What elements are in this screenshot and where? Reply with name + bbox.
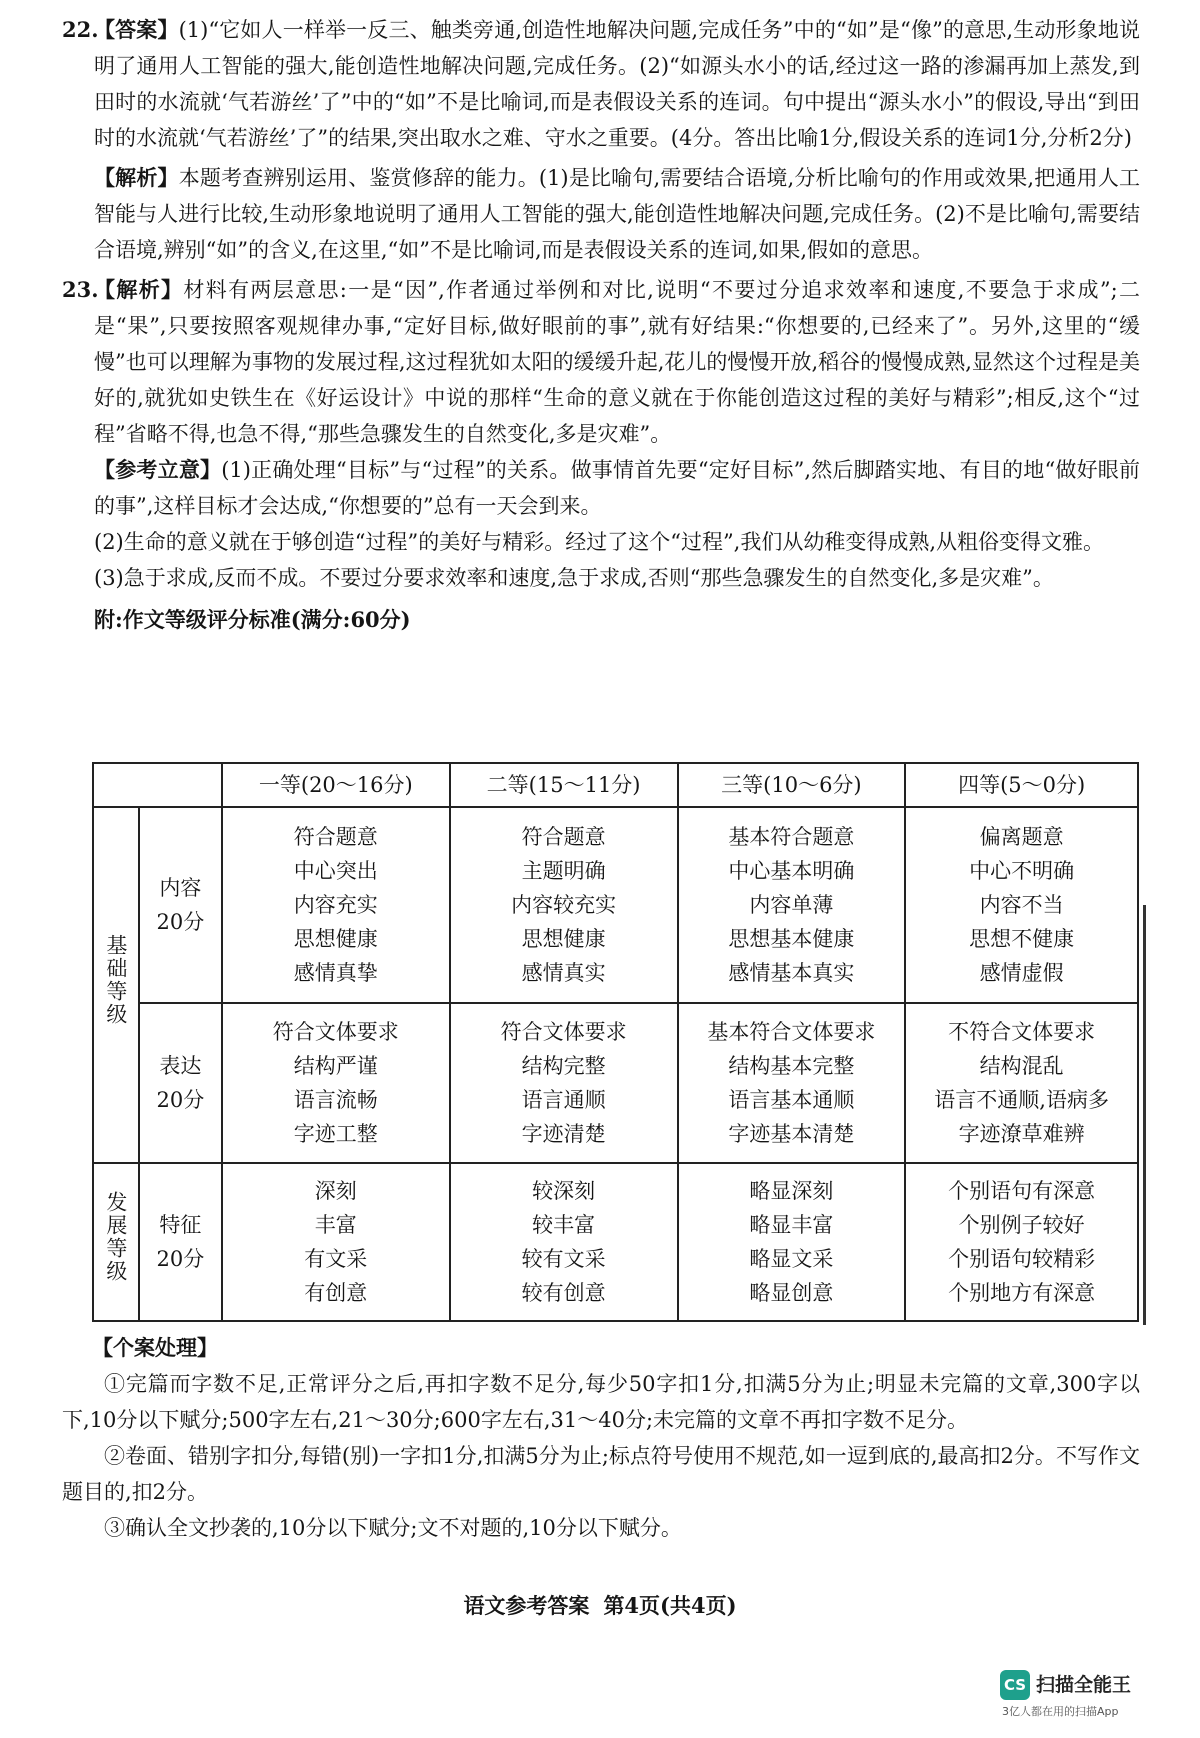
table-cell: [678, 807, 906, 1003]
header-grade-1: 一等(20～16分): [222, 763, 450, 807]
cell-line: 字迹潦草难辨: [958, 1122, 1085, 1146]
page-footer: [0, 1588, 1200, 1624]
cell-line: 主题明确: [521, 859, 606, 883]
cell-line: 特征: [159, 1213, 202, 1237]
cell-line: 不符合文体要求: [948, 1020, 1096, 1044]
table-row: [93, 1163, 1138, 1321]
cell-line: 语言基本通顺: [728, 1088, 855, 1112]
header-grade-2: 二等(15～11分): [450, 763, 678, 807]
table-cell: [905, 1163, 1138, 1321]
cell-line: 较深刻: [532, 1179, 596, 1203]
cell-line: 感情真挚: [293, 961, 378, 985]
table-cell: [678, 1163, 906, 1321]
cell-line: 符合文体要求: [272, 1020, 399, 1044]
cell-line: 20分: [156, 1247, 205, 1271]
cell-line: 内容充实: [293, 893, 378, 917]
cell-line: 偏离题意: [979, 825, 1064, 849]
cell-line: 深刻: [314, 1179, 357, 1203]
header-grade-3: 三等(10～6分): [678, 763, 906, 807]
row-label-feature: [139, 1163, 222, 1321]
q22-analysis: [94, 160, 1140, 268]
cell-line: 个别语句有深意: [948, 1179, 1096, 1203]
cell-line: 感情基本真实: [728, 961, 855, 985]
cell-line: 中心突出: [293, 859, 378, 883]
cell-line: 略显创意: [749, 1281, 834, 1305]
cell-line: 内容较充实: [511, 893, 617, 917]
group-label-basic: 基础等级: [93, 807, 139, 1163]
cell-line: 感情真实: [521, 961, 606, 985]
cell-line: 20分: [156, 1088, 205, 1112]
cell-line: 思想健康: [521, 927, 606, 951]
cell-line: 符合题意: [521, 825, 606, 849]
table-cell: [222, 1163, 450, 1321]
scanner-watermark: [1000, 1670, 1190, 1730]
cell-line: 语言通顺: [521, 1088, 606, 1112]
cell-line: 结构严谨: [293, 1054, 378, 1078]
analysis-text: 本题考查辨别运用、鉴赏修辞的能力。(1)是比喻句,需要结合语境,分析比喻句的作用或效果,把通用人工智能与人进行比较,生动形象地说明了通用人工智能的强大,能创造性地解决问题,完成任务。(2)不是比喻句,需要结合语境,辨别“如”的含义,在这里,“如”不是比喻词,而是表假设关系的连词,如果,假如的意思。: [94, 166, 1140, 262]
cell-line: 思想不健康: [969, 927, 1075, 951]
answer-text: (1)“它如人一样举一反三、触类旁通,创造性地解决问题,完成任务”中的“如”是“像”的意思,生动形象地说明了通用人工智能的强大,能创造性地解决问题,完成任务。(2)“如源头水小的话,经过这一路的渗漏再加上蒸发,到田时的水流就‘气若游丝’了”中的“如”不是比喻词,而是表假设关系的连词。句中提出“源头水小”的假设,导出“到田时的水流就‘气若游丝’了”的结果,突出取水之难、守水之重要。(4分。答出比喻1分,假设关系的连词1分,分析2分): [94, 18, 1141, 150]
header-empty-cell: [93, 763, 222, 807]
cell-line: 略显丰富: [749, 1213, 834, 1237]
case-1: ①完篇而字数不足,正常评分之后,再扣字数不足分,每少50字扣1分,扣满5分为止;明显未完篇的文章,300字以下,10分以下赋分;500字左右,21～30分;600字左右,31～40分;未完篇的文章不再扣字数不足分。: [62, 1372, 1140, 1432]
table-row: [93, 807, 1138, 1003]
analysis-text: 材料有两层意思:一是“因”,作者通过举例和对比,说明“不要过分追求效率和速度,不要急于求成”;二是“果”,只要按照客观规律办事,“定好目标,做好眼前的事”,就有好结果:“你想要的,已经来了”。另外,这里的“缓慢”也可以理解为事物的发展过程,这过程犹如太阳的缓缓升起,花儿的慢慢开放,稻谷的慢慢成熟,显然这个过程是美好的,就犹如史铁生在《好运设计》中说的那样“生命的意义就在于你能创造这过程的美好与精彩”;相反,这个“过程”省略不得,也急不得,“那些急骤发生的自然变化,多是灾难”。: [94, 278, 1141, 446]
case-3: ③确认全文抄袭的,10分以下赋分;文不对题的,10分以下赋分。: [104, 1516, 682, 1540]
ref-text-1: (1)正确处理“目标”与“过程”的关系。做事情首先要“定好目标”,然后脚踏实地、有目的地“做好眼前的事”,这样目标才会达成,“你想要的”总有一天会到来。: [94, 458, 1140, 518]
table-cell: [678, 1003, 906, 1163]
footer-subject: 语文参考答案: [463, 1593, 590, 1618]
answer-tag: 【答案】: [94, 17, 179, 42]
cell-line: 较有创意: [521, 1281, 606, 1305]
case-handling: [62, 1330, 1140, 1546]
table-cell: [905, 807, 1138, 1003]
cell-line: 字迹工整: [293, 1122, 378, 1146]
cell-line: 语言流畅: [293, 1088, 378, 1112]
q23-ref-3: (3)急于求成,反而不成。不要过分要求效率和速度,急于求成,否则“那些急骤发生的自然变化,多是灾难”。: [94, 566, 1054, 590]
table-cell: [905, 1003, 1138, 1163]
cell-line: 中心不明确: [969, 859, 1075, 883]
analysis-tag: 【解析】: [94, 277, 184, 302]
main-content: [62, 12, 1140, 638]
analysis-tag: 【解析】: [94, 165, 179, 190]
cell-line: 语言不通顺,语病多: [934, 1088, 1109, 1112]
cell-line: 符合文体要求: [500, 1020, 627, 1044]
footer-page-number: 第4页(共4页): [603, 1593, 737, 1618]
cell-line: 有创意: [304, 1281, 368, 1305]
cell-line: 略显深刻: [749, 1179, 834, 1203]
cell-line: 个别地方有深意: [948, 1281, 1096, 1305]
q23-analysis: [94, 272, 1140, 452]
case-handling-title: 【个案处理】: [92, 1335, 218, 1360]
table-cell: [450, 1163, 678, 1321]
cell-line: 中心基本明确: [728, 859, 855, 883]
cell-line: 思想基本健康: [728, 927, 855, 951]
cell-line: 表达: [159, 1054, 202, 1078]
cell-line: 内容单薄: [749, 893, 834, 917]
table-cell: [450, 807, 678, 1003]
cell-line: 结构完整: [521, 1054, 606, 1078]
cell-line: 结构基本完整: [728, 1054, 855, 1078]
question-number: 23.: [62, 277, 99, 302]
question-number: 22.: [62, 17, 99, 42]
question-22: [62, 12, 1140, 268]
cell-line: 内容不当: [979, 893, 1064, 917]
cell-line: 符合题意: [293, 825, 378, 849]
cell-line: 基本符合文体要求: [707, 1020, 876, 1044]
cell-line: 个别例子较好: [958, 1213, 1085, 1237]
header-grade-4: 四等(5～0分): [905, 763, 1138, 807]
appendix-title: 附:作文等级评分标准(满分:60分): [94, 607, 411, 632]
table-row: [93, 1003, 1138, 1163]
cell-line: 基本符合题意: [728, 825, 855, 849]
cell-line: 结构混乱: [979, 1054, 1064, 1078]
camscanner-logo-icon: CS: [1000, 1670, 1030, 1700]
cell-line: 略显文采: [749, 1247, 834, 1271]
question-23: [62, 272, 1140, 638]
q23-ref-1: [94, 452, 1140, 524]
watermark-subtitle: 3亿人都在用的扫描App: [1002, 1705, 1119, 1718]
table-cell: [450, 1003, 678, 1163]
q22-answer: [94, 12, 1140, 156]
cell-line: 丰富: [314, 1213, 357, 1237]
cell-line: 个别语句较精彩: [948, 1247, 1096, 1271]
scan-edge-line: [1143, 905, 1146, 1325]
table-cell: [222, 807, 450, 1003]
scoring-table: [92, 762, 1139, 1322]
row-label-expression: [139, 1003, 222, 1163]
cell-line: 字迹清楚: [521, 1122, 606, 1146]
case-2: ②卷面、错别字扣分,每错(别)一字扣1分,扣满5分为止;标点符号使用不规范,如一逗到底的,最高扣2分。不写作文题目的,扣2分。: [62, 1444, 1140, 1504]
q23-ref-2: (2)生命的意义就在于够创造“过程”的美好与精彩。经过了这个“过程”,我们从幼稚变得成熟,从粗俗变得文雅。: [94, 530, 1105, 554]
cell-line: 思想健康: [293, 927, 378, 951]
cell-line: 20分: [156, 910, 205, 934]
ref-tag: 【参考立意】: [94, 457, 222, 482]
cell-line: 内容: [159, 876, 202, 900]
row-label-content: [139, 807, 222, 1003]
watermark-name: 扫描全能王: [1036, 1674, 1132, 1696]
cell-line: 有文采: [304, 1247, 368, 1271]
cell-line: 字迹基本清楚: [728, 1122, 855, 1146]
cell-line: 较丰富: [532, 1213, 596, 1237]
cell-line: 较有文采: [521, 1247, 606, 1271]
table-cell: [222, 1003, 450, 1163]
cell-line: 感情虚假: [979, 961, 1064, 985]
table-header-row: [93, 763, 1138, 807]
group-label-development: 发展等级: [93, 1163, 139, 1321]
